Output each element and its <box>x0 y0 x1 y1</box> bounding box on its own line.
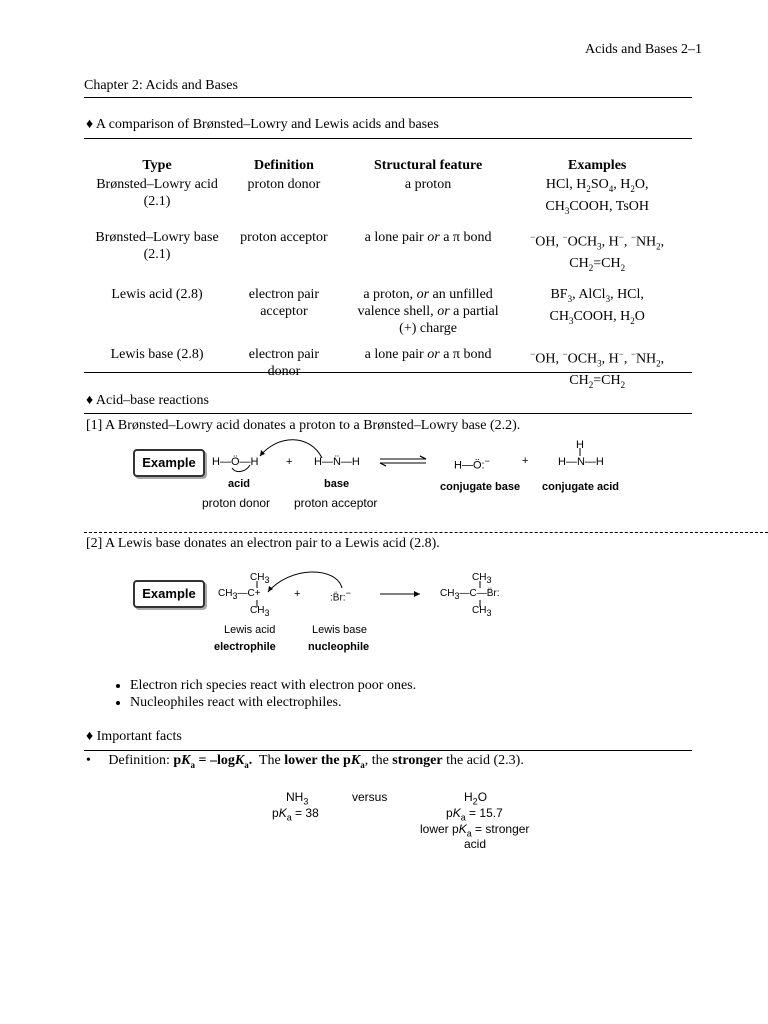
h2o-label: $H_2O$ <box>464 790 488 807</box>
cell-examples: HCl, $H_2SO_4$, $H_2O$, $CH_3COOH$, TsOH <box>545 177 649 216</box>
base-structure: H—N̈—H <box>314 456 360 468</box>
cell-feature: a proton <box>404 177 452 192</box>
stronger-note: lower $pK_a$ = stronger <box>420 822 530 839</box>
example-badge: Example <box>133 580 205 608</box>
cell-feature: a proton, or an unfilled valence shell, or a partial (+) charge <box>357 286 499 336</box>
conj-acid-structure: H—N—H <box>558 456 604 468</box>
example-badge: Example <box>133 449 205 477</box>
section-heading-facts: ♦ Important facts <box>86 729 182 744</box>
cell-examples: −OH, $^-OCH_3$, H−, $^-NH_2$, $CH_2=CH_2$ <box>530 231 665 273</box>
table-header: Examples <box>568 158 627 173</box>
base-role-label: proton acceptor <box>294 496 378 510</box>
list-item: • Electron rich species react with electron poor ones. <box>130 677 416 694</box>
pka-definition: • Definition: $pK_a = -\log K_a$. The lower the $pK_a$, the stronger the acid (2.3). <box>86 753 524 770</box>
rule <box>84 413 692 414</box>
dashed-divider <box>84 532 768 533</box>
running-title: Acids and Bases 2–1 <box>585 42 703 57</box>
cell-type: Lewis base (2.8) <box>110 346 204 362</box>
chapter-title: Chapter 2: Acids and Bases <box>84 78 238 93</box>
table-row <box>86 346 678 394</box>
versus-label: versus <box>352 790 388 804</box>
cell-type: Lewis acid (2.8) <box>111 286 203 302</box>
table-header: Structural feature <box>373 158 483 173</box>
methyl-label: $CH_3$ <box>250 605 270 618</box>
nh3-label: $NH_3$ <box>286 790 309 807</box>
conj-acid-label: conjugate acid <box>542 481 620 493</box>
bromide-structure: :B̈r:− <box>330 588 351 604</box>
cell-definition: proton acceptor <box>240 229 328 245</box>
methyl-label: $CH_3$ <box>472 572 492 585</box>
table-bottom-rule <box>84 372 692 373</box>
reaction1-statement: [1] A Brønsted–Lowry acid donates a proton to a Brønsted–Lowry base (2.2). <box>86 418 521 433</box>
rule <box>84 750 692 751</box>
acid-structure: H—Ö—H <box>212 456 259 468</box>
conj-base-structure: H—Ö:− <box>454 456 490 472</box>
cell-feature: a lone pair or a π bond <box>364 229 492 245</box>
plus-sign: + <box>522 455 529 467</box>
nh3-pka: $pK_a = 38$ <box>272 806 319 823</box>
electrophile-label: electrophile <box>214 641 276 653</box>
section-heading-comparison: ♦ A comparison of Brønsted–Lowry and Lewis acids and bases <box>86 117 439 132</box>
table-row <box>86 176 678 229</box>
cell-feature: a lone pair or a π bond <box>364 346 492 362</box>
cell-type: Brønsted–Lowry base (2.1) <box>95 229 219 262</box>
cell-type: Brønsted–Lowry acid (2.1) <box>96 177 218 209</box>
cell-definition: electron pair acceptor <box>248 286 320 319</box>
list-item: • Nucleophiles react with electrophiles. <box>130 694 416 711</box>
cell-definition: electron pair donor <box>248 346 320 379</box>
cell-examples: $BF_3$, AlCl$_3$, HCl, $CH_3COOH$, $H_2O$ <box>549 286 645 326</box>
section-heading-reactions: ♦ Acid–base reactions <box>86 393 209 408</box>
product-structure: $CH_3—C—B̈r$: <box>440 588 500 601</box>
cell-definition: proton donor <box>247 177 321 192</box>
table-header: Type <box>142 158 172 173</box>
acid-role-label: proton donor <box>202 496 271 510</box>
h2o-pka: $pK_a = 15.7$ <box>446 806 503 823</box>
table-header: Definition <box>253 158 314 173</box>
carbocation-structure: $CH_3—C+$ <box>218 588 261 601</box>
comparison-table <box>86 158 678 394</box>
reaction2-statement: [2] A Lewis base donates an electron pair to a Lewis acid (2.8). <box>86 536 440 551</box>
hydrogen-label: H <box>576 439 584 451</box>
lewis-acid-label: Lewis acid <box>224 624 276 636</box>
acid-label: acid <box>228 478 251 490</box>
table-row <box>86 286 678 346</box>
methyl-label: $CH_3$ <box>250 572 270 585</box>
plus-sign: + <box>294 588 301 600</box>
table-row <box>86 229 678 286</box>
lewis-base-label: Lewis base <box>312 624 368 636</box>
cell-examples: −OH, $^-OCH_3$, H−, $^-NH_2$, $CH_2=CH_2$ <box>530 348 665 391</box>
conj-base-label: conjugate base <box>440 481 521 493</box>
bullet-list <box>106 677 416 711</box>
rule <box>84 97 692 98</box>
plus-sign: + <box>286 456 293 468</box>
base-label: base <box>324 478 350 490</box>
rule <box>84 138 692 139</box>
stronger-note-acid: acid <box>464 837 487 851</box>
methyl-label: $CH_3$ <box>472 605 492 618</box>
nucleophile-label: nucleophile <box>308 641 370 653</box>
